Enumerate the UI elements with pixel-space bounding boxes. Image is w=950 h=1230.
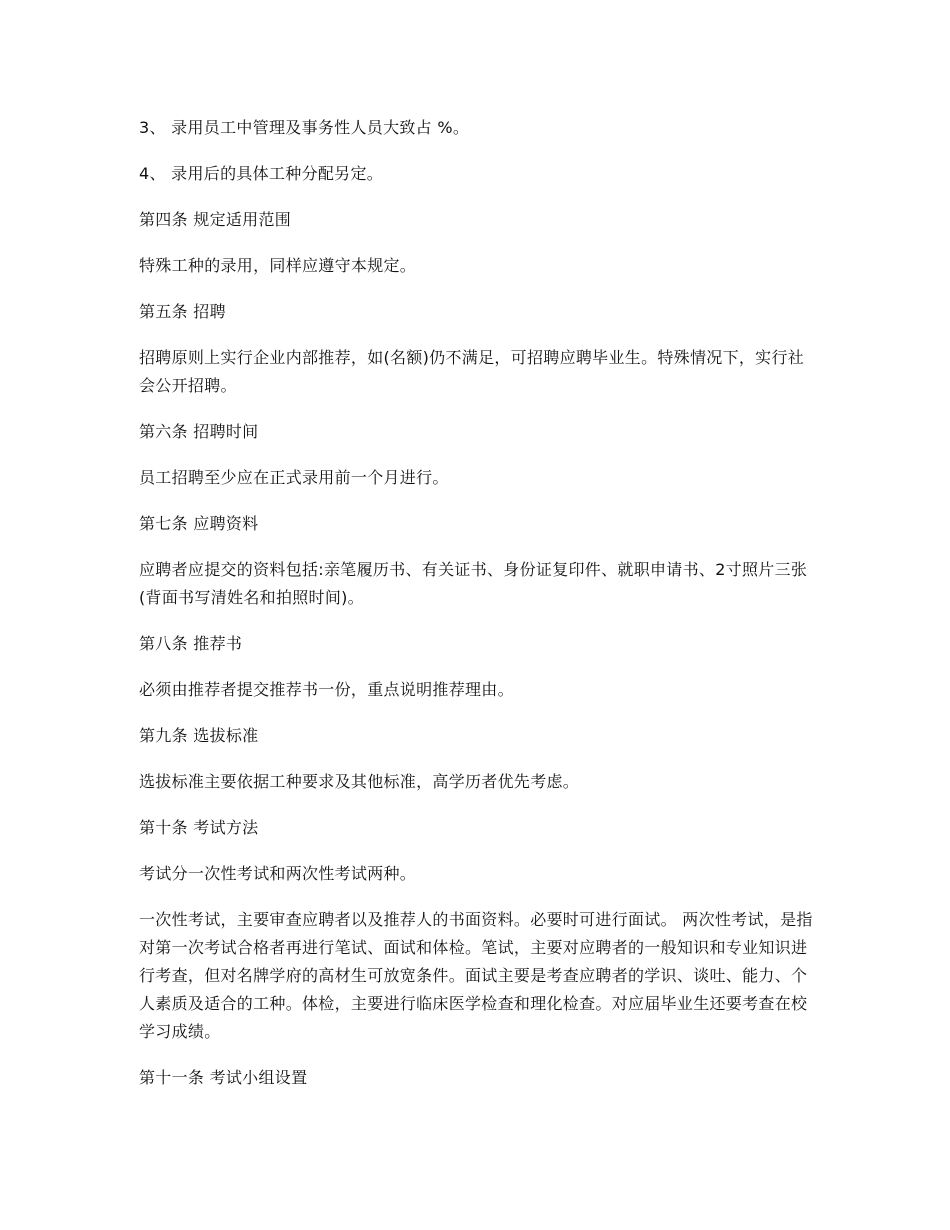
list-item-3: 3、 录用员工中管理及事务性人员大致占 %。: [139, 118, 470, 137]
article-7-body: 应聘者应提交的资料包括:亲笔履历书、有关证书、身份证复印件、就职申请书、2寸照片三张(背面书写清姓名和拍照时间)。: [139, 560, 808, 607]
article-6-body: 员工招聘至少应在正式录用前一个月进行。: [139, 468, 449, 487]
article-9-body: 选拔标准主要依据工种要求及其他标准，高学历者优先考虑。: [139, 772, 580, 791]
article-11-heading: 第十一条 考试小组设置: [139, 1068, 308, 1087]
article-6-heading: 第六条 招聘时间: [139, 422, 259, 441]
list-item-4: 4、 录用后的具体工种分配另定。: [139, 164, 384, 183]
article-10-body-detail: 一次性考试，主要审查应聘者以及推荐人的书面资料。必要时可进行面试。 两次性考试，是指对第一次考试合格者再进行笔试、面试和体检。笔试，主要对应聘者的一般知识和专业知识进行考查，但对名牌学府的高材生可放宽条件。面试主要是考查应聘者的学识、谈吐、能力、个人素质及适合的工种。体检，主要进行临床医学检查和理化检查。对应届毕业生还要考查在校学习成绩。: [139, 910, 813, 1041]
article-7-heading: 第七条 应聘资料: [139, 514, 259, 533]
article-4-body: 特殊工种的录用，同样应遵守本规定。: [139, 256, 417, 275]
article-5-heading: 第五条 招聘: [139, 302, 226, 321]
document-body: [139, 114, 819, 1110]
article-4-heading: 第四条 规定适用范围: [139, 210, 292, 229]
article-8-body: 必须由推荐者提交推荐书一份，重点说明推荐理由。: [139, 680, 514, 699]
article-5-body: 招聘原则上实行企业内部推荐，如(名额)仍不满足，可招聘应聘毕业生。特殊情况下，实行社会公开招聘。: [139, 348, 805, 395]
article-10-body-intro: 考试分一次性考试和两次性考试两种。: [139, 864, 417, 883]
article-10-heading: 第十条 考试方法: [139, 818, 259, 837]
article-8-heading: 第八条 推荐书: [139, 634, 243, 653]
article-9-heading: 第九条 选拔标准: [139, 726, 259, 745]
